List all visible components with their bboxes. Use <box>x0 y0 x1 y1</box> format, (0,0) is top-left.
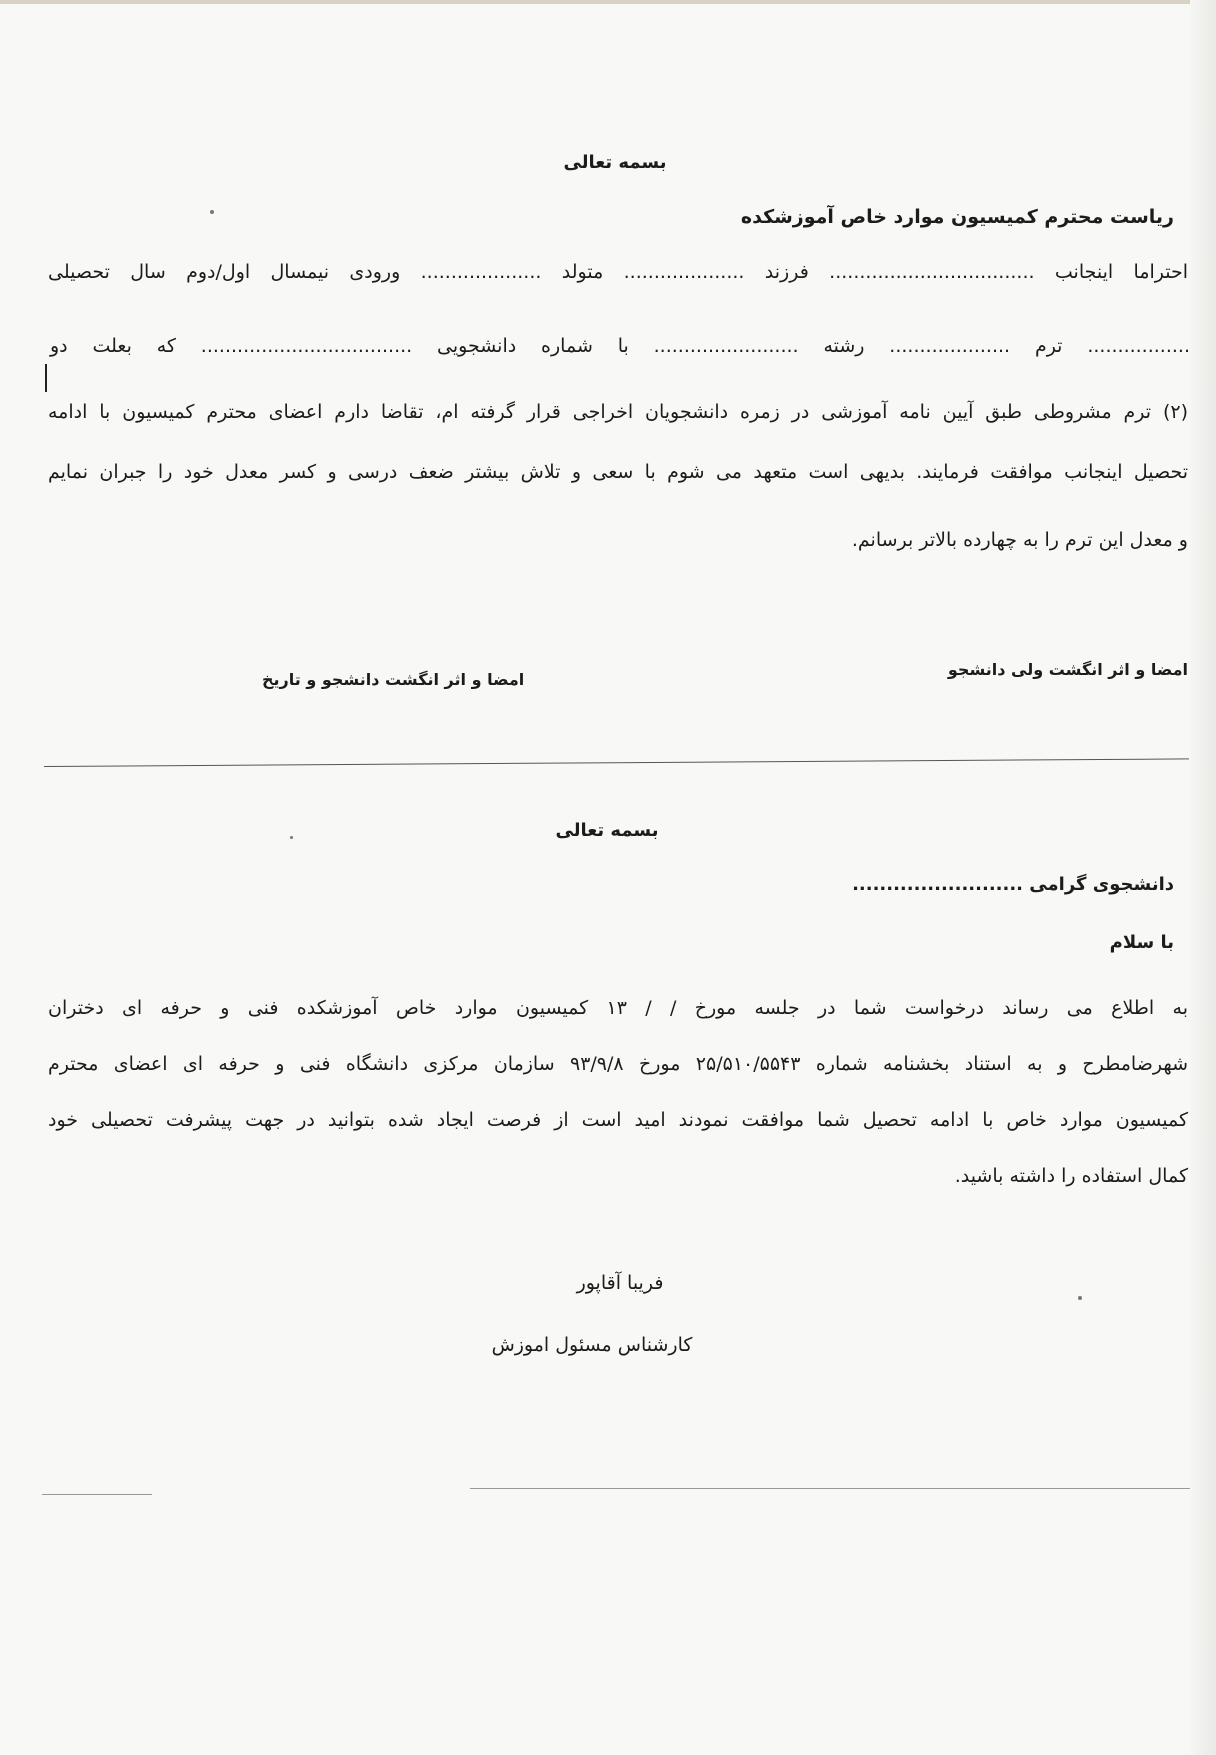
form-birth-blank: .................... <box>420 261 542 283</box>
form-father-blank: .................... <box>623 261 745 283</box>
reply-salutation <box>574 874 1174 895</box>
form-name-blank: .................................. <box>829 261 1035 283</box>
signature-student-label: امضا و اثر انگشت دانشجو و تاریخ <box>262 670 525 689</box>
footer-rule-right <box>470 1488 1190 1489</box>
form-paragraph-line-3: و معدل این ترم را به چهارده بالاتر برسانم. <box>851 529 1188 551</box>
scan-speck <box>290 836 293 839</box>
form-line-2 <box>50 318 1190 374</box>
form-born-label: متولد <box>561 261 604 283</box>
form-reason-label: که بعلت دو <box>50 335 176 357</box>
reply-heading: بسمه تعالی <box>555 820 659 841</box>
form-term-blank: .................... <box>889 335 1011 357</box>
form-child-of-label: فرزند <box>764 261 809 283</box>
reply-student-name-blank: ......................... <box>852 874 1024 895</box>
page-top-edge <box>0 0 1216 4</box>
reply-salutation-label: دانشجوی گرامی <box>1029 874 1174 895</box>
signature-parent-label: امضا و اثر انگشت ولی دانشجو <box>947 660 1188 679</box>
footer-rule-left <box>42 1494 152 1495</box>
scan-speck <box>210 210 214 214</box>
reply-body-line-3: کمیسیون موارد خاص با ادامه تحصیل شما موافقت نمودند امید است از فرصت ایجاد شده بتوانید در جهت پیشرفت تحصیلی خود <box>48 1109 1188 1131</box>
form-entry-label: ورودی نیمسال اول/دوم سال تحصیلی <box>48 261 401 283</box>
form-paragraph-line-1: (۲) ترم مشروطی طبق آیین نامه آموزشی در زمره دانشجویان اخراجی قرار گرفته ام، تقاضا دارم اعضای محترم کمیسیون با ادامه <box>48 401 1188 423</box>
signer-title: کارشناس مسئول اموزش <box>491 1334 693 1356</box>
form-year-blank: ................. <box>1087 335 1191 357</box>
form-heading: بسمه تعالی <box>563 152 667 173</box>
form-line-1 <box>48 244 1188 300</box>
scan-speck <box>1078 1296 1082 1300</box>
form-addressee: ریاست محترم کمیسیون موارد خاص آموزشکده <box>740 206 1174 228</box>
signer-name: فریبا آقاپور <box>576 1272 664 1294</box>
form-paragraph-line-2: تحصیل اینجانب موافقت فرمایند. بدیهی است متعهد می شوم با سعی و تلاش بیشتر ضعف درسی و کسر معدل خود را جبران نمایم <box>48 461 1188 483</box>
reply-body-line-4: کمال استفاده را داشته باشید. <box>954 1165 1188 1187</box>
form-line1-intro: احتراما اینجانب <box>1054 261 1189 283</box>
form-student-number-blank: ................................... <box>200 335 413 357</box>
form-student-number-label: با شماره دانشجویی <box>437 335 629 357</box>
section-divider <box>44 758 1189 767</box>
page-right-edge <box>1190 0 1216 1755</box>
reply-body-line-2: شهرضامطرح و به استناد بخشنامه شماره ۲۵/۵۱۰/۵۵۴۳ مورخ ۹۳/۹/۸ سازمان مرکزی دانشگاه فنی و حرفه ای اعضای محترم <box>48 1053 1189 1075</box>
form-term-label: ترم <box>1034 335 1063 357</box>
form-field-label: رشته <box>823 335 865 357</box>
reply-body-line-1: به اطلاع می رساند درخواست شما در جلسه مورخ / / ۱۳ کمیسیون موارد خاص آموزشکده فنی و حرفه ای دختران <box>48 997 1188 1019</box>
reply-greeting: با سلام <box>1109 932 1174 953</box>
form-field-blank: ........................ <box>653 335 799 357</box>
margin-pen-mark <box>45 364 47 392</box>
